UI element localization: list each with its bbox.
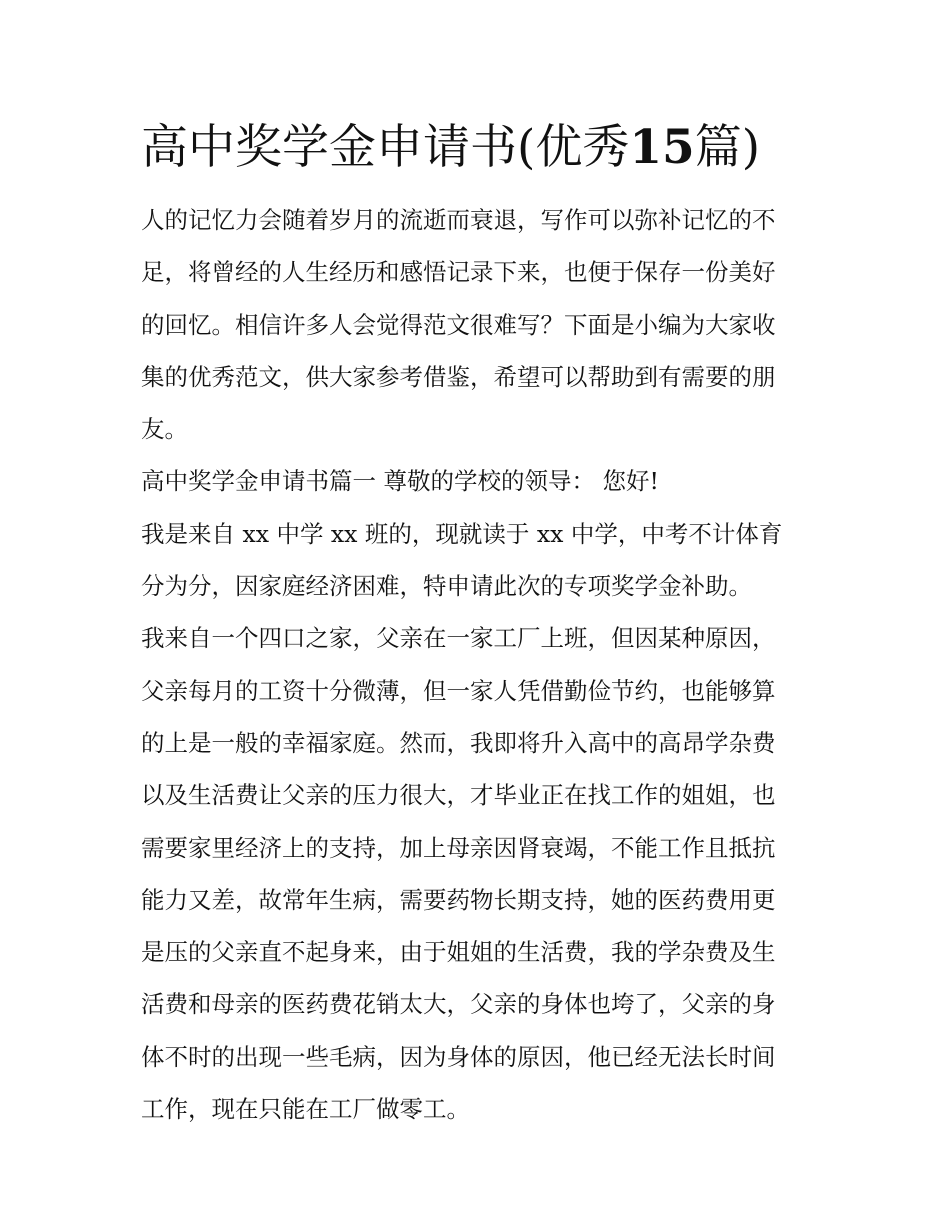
text-line-13: 需要家里经济上的支持，加上母亲因肾衰竭，不能工作且抵抗 [141, 833, 776, 862]
text-line-1: 人的记忆力会随着岁月的流逝而衰退，写作可以弥补记忆的不 [141, 206, 776, 234]
text-line-6: 高中奖学金申请书篇一 尊敬的学校的领导： 您好! [141, 467, 659, 496]
document-content [141, 116, 813, 1135]
text-line-4: 集的优秀范文，供大家参考借鉴，希望可以帮助到有需要的朋 [141, 362, 776, 391]
text-line-5: 友。 [141, 415, 188, 444]
title-suffix: 篇) [694, 120, 761, 175]
text-line-10: 父亲每月的工资十分微薄，但一家人凭借勤俭节约，也能够算 [141, 676, 776, 705]
text-line-2: 足，将曾经的人生经历和感悟记录下来，也便于保存一份美好 [141, 258, 776, 287]
text-line-3: 的回忆。相信许多人会觉得范文很难写？下面是小编为大家收 [141, 310, 776, 339]
text-line-14: 能力又差，故常年生病，需要药物长期支持，她的医药费用更 [141, 885, 776, 914]
text-line-8: 分为分，因家庭经济困难，特申请此次的专项奖学金补助。 [141, 572, 752, 601]
text-line-9: 我来自一个四口之家，父亲在一家工厂上班，但因某种原因， [141, 624, 776, 653]
text-line-15: 是压的父亲直不起身来，由于姐姐的生活费，我的学杂费及生 [141, 938, 776, 967]
text-line-17: 体不时的出现一些毛病，因为身体的原因，他已经无法长时间 [141, 1042, 776, 1071]
text-line-12: 以及生活费让父亲的压力很大，才毕业正在找工作的姐姐，也 [141, 781, 776, 810]
text-line-11: 的上是一般的幸福家庭。然而，我即将升入高中的高昂学杂费 [141, 728, 776, 757]
document-title [141, 116, 813, 180]
title-prefix: 高中奖学金申请书(优秀 [141, 120, 630, 175]
title-number: 15 [629, 120, 695, 175]
text-line-7: 我是来自 xx 中学 xx 班的，现就读于 xx 中学，中考不计体育 [141, 519, 783, 548]
text-line-18: 工作，现在只能在工厂做零工。 [141, 1095, 470, 1124]
text-line-16: 活费和母亲的医药费花销太大，父亲的身体也垮了，父亲的身 [141, 990, 776, 1019]
